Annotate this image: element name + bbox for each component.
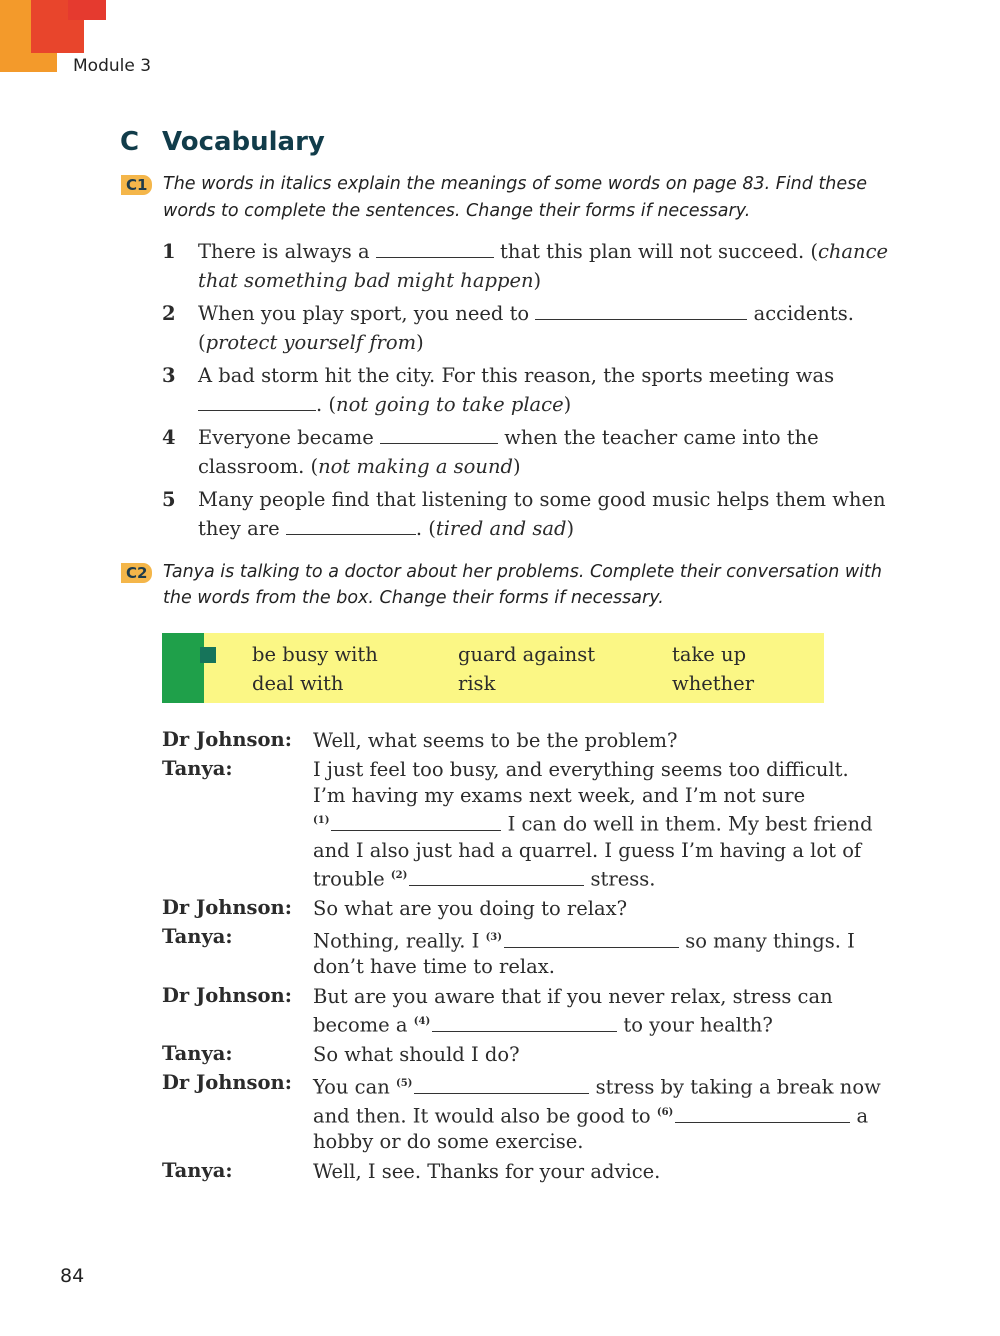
question-text: When you play sport, you need to bbox=[198, 302, 530, 325]
c2-instruction-line-2: the words from the box. Change their forms if necessary. bbox=[163, 588, 664, 608]
dialogue-line: Well, I see. Thanks for your advice. bbox=[313, 1160, 661, 1183]
page-number: 84 bbox=[60, 1265, 85, 1287]
question-number: 4 bbox=[162, 426, 176, 449]
question-number: 2 bbox=[162, 302, 176, 325]
dialogue-line bbox=[313, 925, 923, 955]
dialogue-line bbox=[313, 1100, 923, 1130]
punctuation: ) bbox=[533, 269, 542, 292]
speaker-label: Dr Johnson: bbox=[162, 896, 292, 919]
punctuation: ) bbox=[563, 393, 572, 416]
question-text: classroom. ( bbox=[198, 455, 319, 478]
hint-text: that something bad might happen bbox=[198, 269, 534, 292]
question-text: that this plan will not succeed. ( bbox=[500, 240, 818, 263]
blank-number: (1) bbox=[313, 815, 330, 826]
dialogue-line bbox=[313, 1071, 923, 1101]
dialogue-text: I can do well in them. My best friend bbox=[507, 812, 873, 836]
word-option: risk bbox=[458, 672, 496, 695]
hint-text: protect yourself from bbox=[205, 331, 417, 354]
question-text: accidents. bbox=[753, 302, 854, 325]
section-title bbox=[120, 127, 325, 157]
hint-text: not making a sound bbox=[318, 455, 514, 478]
answer-blank[interactable] bbox=[409, 865, 584, 886]
c1-question-2 bbox=[162, 299, 932, 357]
word-box bbox=[162, 633, 824, 703]
question-text: when the teacher came into the bbox=[504, 426, 819, 449]
question-text: Everyone became bbox=[198, 426, 374, 449]
word-option: take up bbox=[672, 643, 747, 666]
punctuation: ( bbox=[328, 393, 337, 416]
hint-text: tired and sad bbox=[435, 517, 567, 540]
question-number: 1 bbox=[162, 240, 176, 263]
word-option: be busy with bbox=[252, 643, 378, 666]
c1-question-4 bbox=[162, 423, 932, 481]
punctuation: . ( bbox=[415, 517, 436, 540]
c1-question-3 bbox=[162, 361, 932, 419]
dialogue-line: and I also just had a quarrel. I guess I’m having a lot of bbox=[313, 839, 862, 862]
dialogue-line: I’m having my exams next week, and I’m not sure bbox=[313, 784, 806, 807]
section-letter: C bbox=[120, 127, 140, 157]
punctuation: ) bbox=[513, 455, 521, 478]
answer-blank[interactable] bbox=[432, 1011, 617, 1032]
answer-blank[interactable] bbox=[535, 299, 747, 320]
dialogue-text: and then. It would also be good to bbox=[313, 1104, 651, 1128]
dialogue-line: So what are you doing to relax? bbox=[313, 897, 628, 920]
speaker-label: Tanya: bbox=[162, 1159, 233, 1182]
question-number: 3 bbox=[162, 364, 176, 387]
dialogue-line: But are you aware that if you never relax, stress can bbox=[313, 985, 833, 1008]
answer-blank[interactable] bbox=[286, 514, 416, 535]
speaker-label: Dr Johnson: bbox=[162, 728, 292, 751]
c1-instruction-line-1: The words in italics explain the meanings of some words on page 83. Find these bbox=[163, 174, 868, 194]
question-text: A bad storm hit the city. For this reason, the sports meeting was bbox=[198, 364, 835, 387]
blank-number: (6) bbox=[656, 1107, 674, 1118]
dialogue-line: Well, what seems to be the problem? bbox=[313, 729, 678, 752]
dialogue-text: stress. bbox=[590, 867, 656, 891]
c1-badge: C1 bbox=[121, 175, 152, 195]
c2-instruction-line-1: Tanya is talking to a doctor about her problems. Complete their conversation with bbox=[163, 562, 882, 582]
blank-number: (5) bbox=[395, 1078, 413, 1089]
dialogue-text: to your health? bbox=[623, 1013, 773, 1037]
answer-blank[interactable] bbox=[198, 390, 316, 411]
speaker-label: Tanya: bbox=[162, 757, 233, 780]
dialogue-line bbox=[313, 863, 923, 893]
word-box-square-icon bbox=[184, 655, 200, 671]
c1-instruction bbox=[163, 171, 933, 225]
question-text: Many people find that listening to some good music helps them when bbox=[198, 488, 886, 511]
dialogue-line: I just feel too busy, and everything seems too difficult. bbox=[313, 758, 849, 781]
speaker-label: Dr Johnson: bbox=[162, 984, 292, 1007]
blank-number: (4) bbox=[413, 1016, 431, 1027]
punctuation: ) bbox=[566, 517, 575, 540]
answer-blank[interactable] bbox=[380, 423, 498, 444]
punctuation: ) bbox=[416, 331, 424, 354]
punctuation: . bbox=[316, 393, 323, 416]
dialogue-line bbox=[313, 808, 923, 838]
corner-decoration-red-small bbox=[68, 0, 106, 20]
word-option: deal with bbox=[252, 672, 344, 695]
hint-text: not going to take place bbox=[336, 393, 564, 416]
dialogue-line: hobby or do some exercise. bbox=[313, 1130, 584, 1153]
question-text: they are bbox=[198, 517, 280, 540]
answer-blank[interactable] bbox=[414, 1073, 589, 1094]
c2-badge: C2 bbox=[121, 563, 152, 583]
blank-number: (2) bbox=[390, 870, 408, 881]
dialogue-text: trouble bbox=[313, 867, 385, 891]
speaker-label: Dr Johnson: bbox=[162, 1071, 292, 1094]
speaker-label: Tanya: bbox=[162, 925, 233, 948]
dialogue-text: stress by taking a break now bbox=[595, 1075, 881, 1099]
hint-text: chance bbox=[817, 240, 889, 263]
word-option: whether bbox=[672, 672, 755, 695]
c1-instruction-line-2: words to complete the sentences. Change their forms if necessary. bbox=[163, 201, 751, 221]
blank-number: (3) bbox=[485, 932, 502, 943]
dialogue-text: become a bbox=[313, 1013, 408, 1037]
speaker-label: Tanya: bbox=[162, 1042, 233, 1065]
dialogue-line bbox=[313, 1009, 923, 1039]
question-number: 5 bbox=[162, 488, 176, 511]
dialogue-line: don’t have time to relax. bbox=[313, 955, 555, 978]
c2-instruction bbox=[163, 559, 933, 611]
answer-blank[interactable] bbox=[331, 810, 501, 831]
dialogue-text: Nothing, really. I bbox=[313, 929, 480, 953]
dialogue-line: So what should I do? bbox=[313, 1043, 520, 1066]
word-option: guard against bbox=[458, 643, 596, 666]
section-title-text: Vocabulary bbox=[162, 127, 325, 157]
word-box-square-icon bbox=[200, 647, 216, 663]
answer-blank[interactable] bbox=[376, 237, 494, 258]
dialogue-text: a bbox=[856, 1104, 869, 1128]
question-text: There is always a bbox=[198, 240, 370, 263]
answer-blank[interactable] bbox=[675, 1102, 850, 1123]
c1-question-5 bbox=[162, 485, 932, 543]
dialogue-text: You can bbox=[313, 1075, 390, 1099]
punctuation: ( bbox=[198, 331, 206, 354]
c1-question-1 bbox=[162, 237, 932, 295]
answer-blank[interactable] bbox=[504, 927, 679, 948]
module-label: Module 3 bbox=[73, 56, 152, 76]
dialogue-text: so many things. I bbox=[685, 929, 855, 953]
